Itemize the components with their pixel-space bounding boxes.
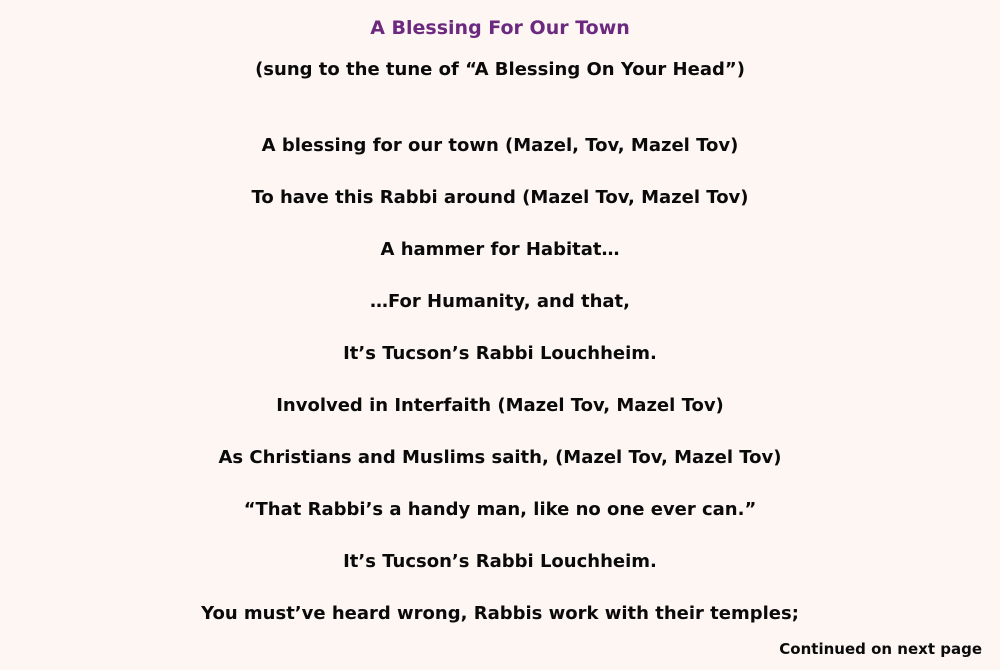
lyric-line-5: It’s Tucson’s Rabbi Louchheim. [343,343,657,364]
lyric-line-10: You must’ve heard wrong, Rabbis work with their temples; [201,603,799,624]
lyrics-list [0,133,1000,653]
song-title: A Blessing For Our Town [370,17,630,39]
lyric-line-7: As Christians and Muslims saith, (Mazel Tov, Mazel Tov) [218,447,782,468]
song-subtitle: (sung to the tune of “A Blessing On Your Head”) [255,59,745,80]
continued-note: Continued on next page [779,640,982,658]
lyric-line-6: Involved in Interfaith (Mazel Tov, Mazel Tov) [276,395,724,416]
lyric-line-2: To have this Rabbi around (Mazel Tov, Mazel Tov) [251,187,749,208]
lyric-line-8: “That Rabbi’s a handy man, like no one ever can.” [243,499,757,520]
lyric-line-1: A blessing for our town (Mazel, Tov, Mazel Tov) [261,135,739,156]
lyric-line-3: A hammer for Habitat… [380,239,620,260]
lyric-line-9: It’s Tucson’s Rabbi Louchheim. [343,551,657,572]
lyric-line-4: …For Humanity, and that, [369,291,630,312]
